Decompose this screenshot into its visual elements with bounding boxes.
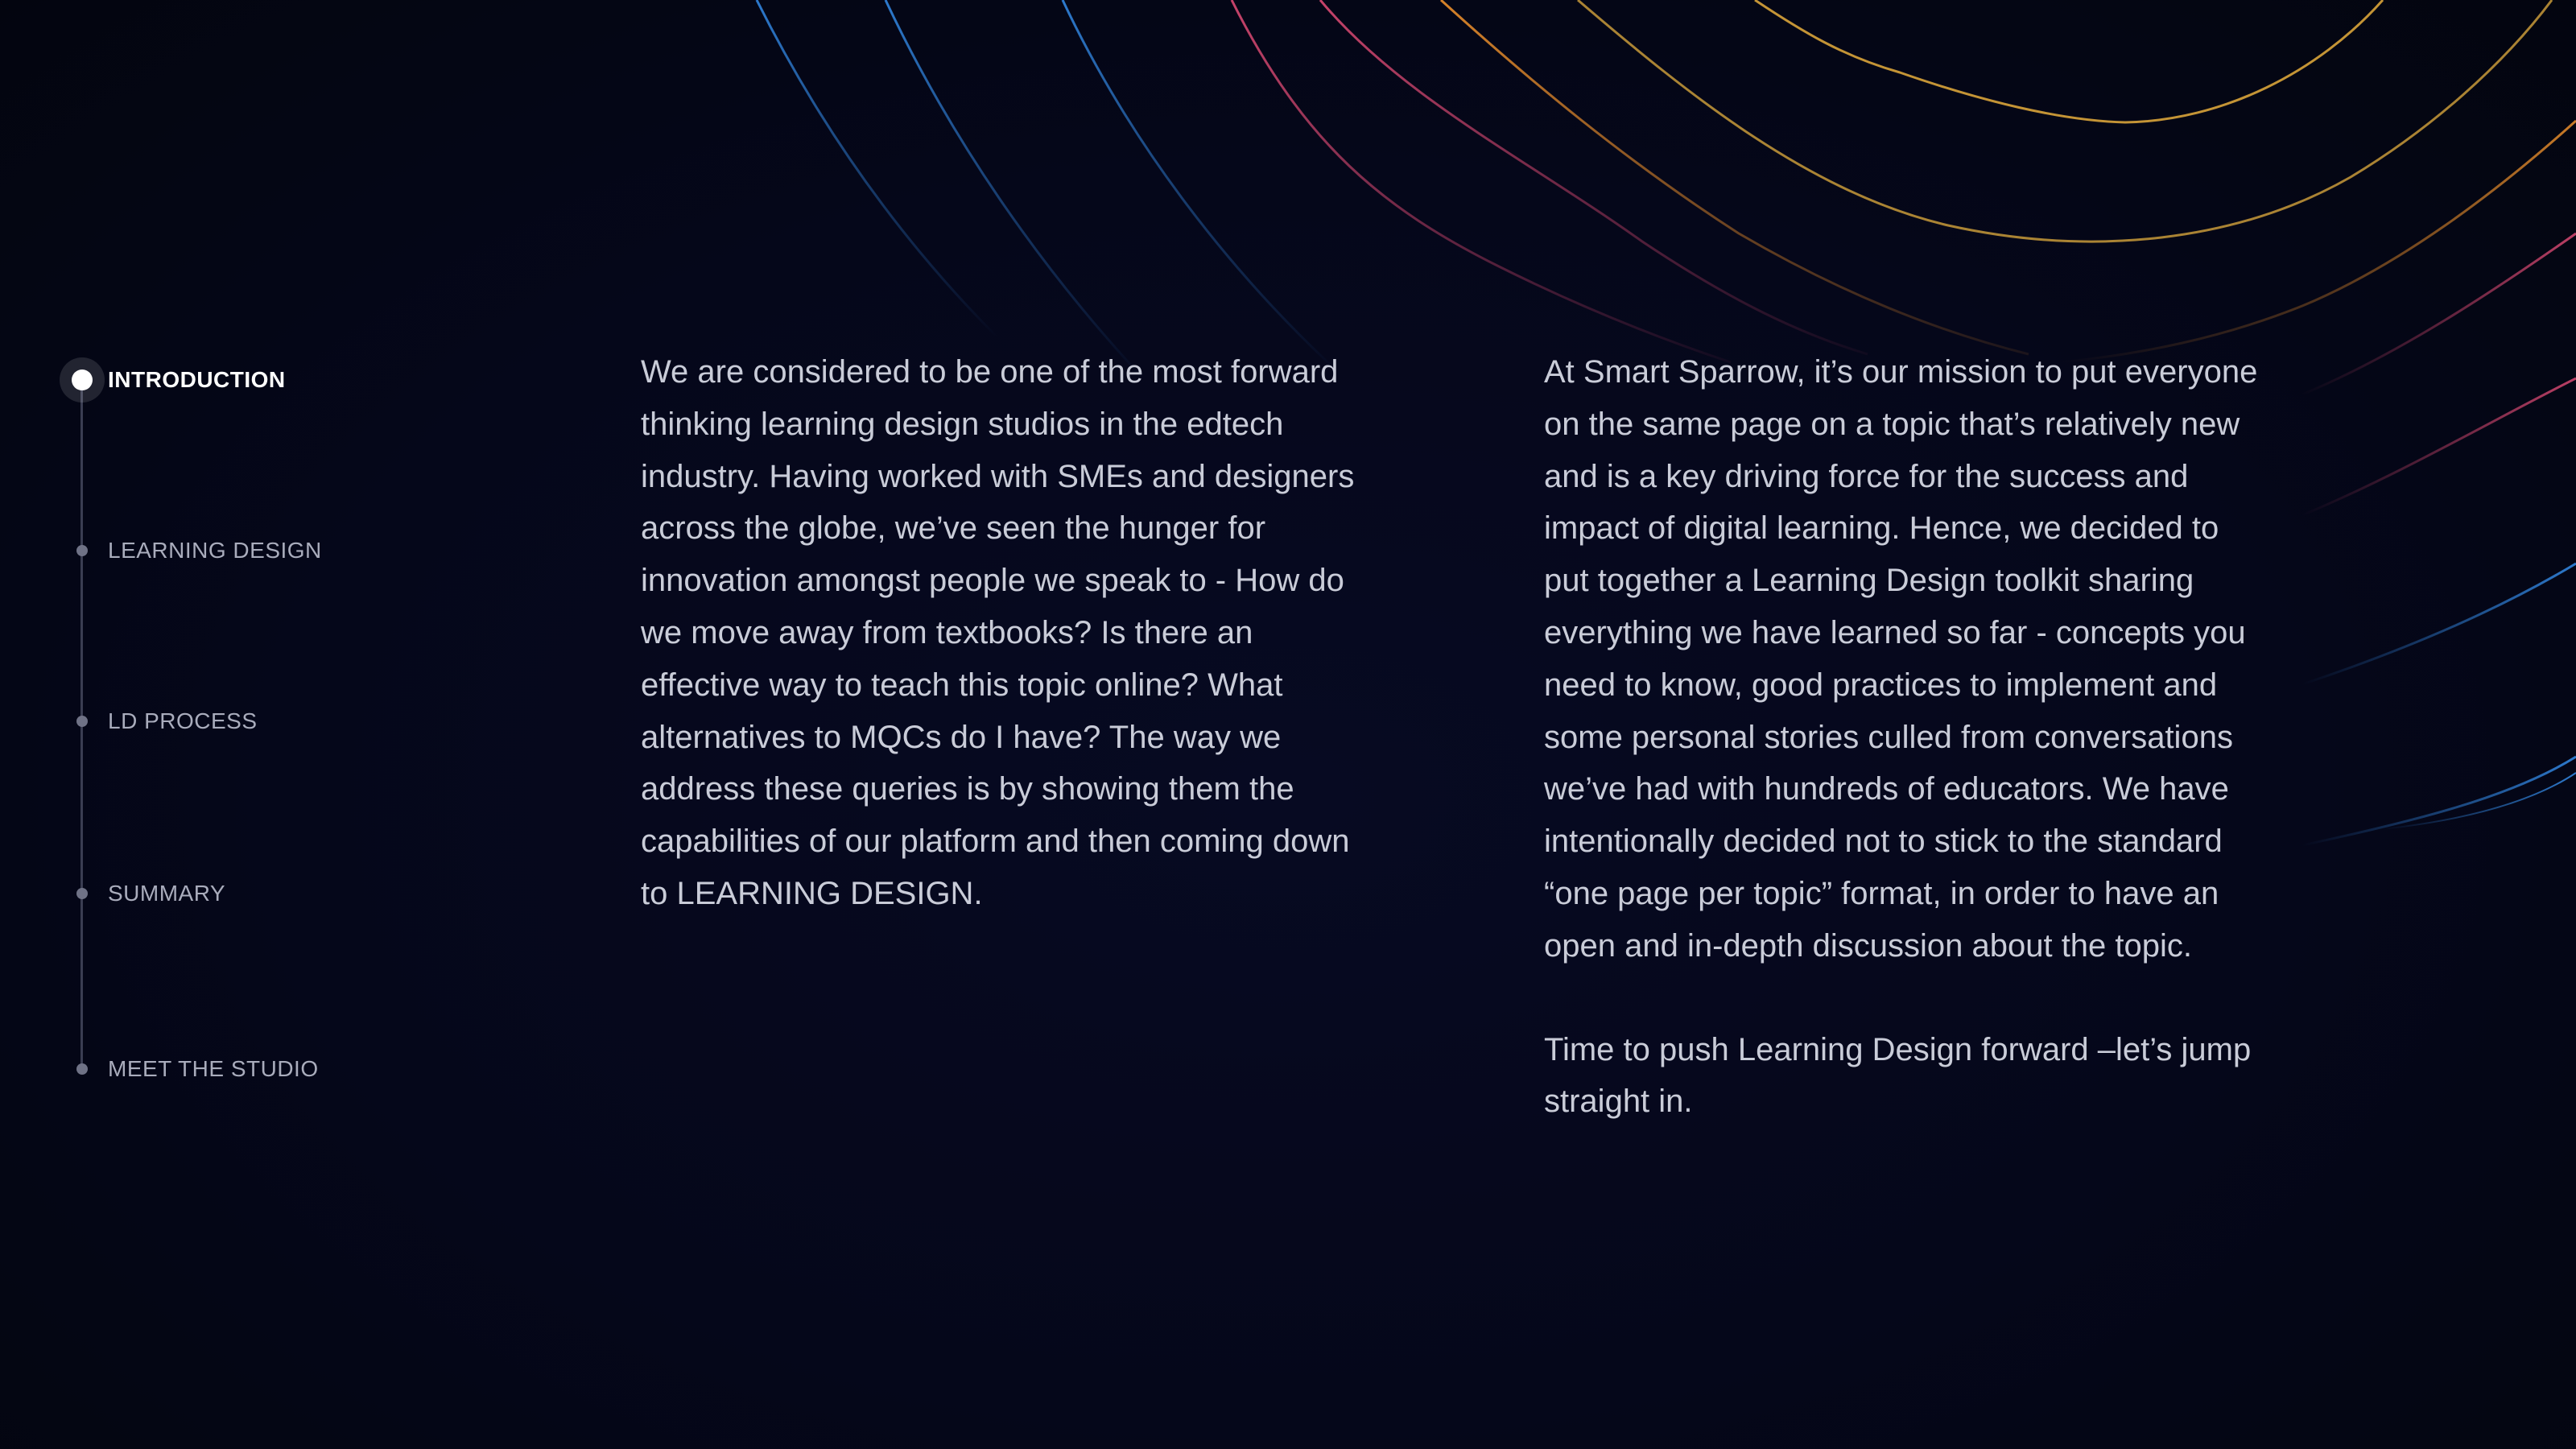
intro-right-column xyxy=(1544,346,2268,1179)
nav-dot-active-icon xyxy=(72,369,93,390)
nav-label-summary: SUMMARY xyxy=(108,881,226,906)
section-navigation xyxy=(60,354,398,1079)
intro-paragraph-left: We are considered to be one of the most forward thinking learning design studios in the edtech industry. Having worked with SMEs and designers across the globe, we’ve seen the hunger for innovation amongst people we speak to - How do we move away from textbooks? Is there an effective way to teach this topic online? What alternatives to MQCs do I have? The way we address these queries is by showing them the capabilities of our platform and then coming down to LEARNING DESIGN. xyxy=(641,354,1355,911)
nav-label-introduction: INTRODUCTION xyxy=(108,367,286,392)
nav-label-meet-the-studio: MEET THE STUDIO xyxy=(108,1056,319,1081)
nav-dot-wrap xyxy=(60,871,105,916)
intro-left-column xyxy=(641,346,1365,972)
nav-dot-wrap xyxy=(60,699,105,744)
nav-item-summary[interactable] xyxy=(60,868,225,919)
nav-dot-icon xyxy=(76,1063,88,1075)
nav-dot-icon xyxy=(76,888,88,899)
nav-dot-icon xyxy=(76,545,88,556)
nav-item-learning-design[interactable] xyxy=(60,525,322,576)
intro-paragraph-mission: At Smart Sparrow, it’s our mission to put everyone on the same page on a topic that’s relatively new and is a key driving force for the success and impact of digital learning. Hence, we decided to put together a Learning Design toolkit sharing everything we have learned so far - concepts you need to know, good practices to implement and some personal stories culled from conversations we’ve had with hundreds of educators. We have intentionally decided not to stick to the standard “one page per topic” format, in order to have an open and in-depth discussion about the topic. xyxy=(1544,354,2258,964)
nav-label-ld-process: LD PROCESS xyxy=(108,708,258,733)
intro-paragraph-cta: Time to push Learning Design forward –let’s jump straight in. xyxy=(1544,1031,2252,1120)
nav-dot-halo xyxy=(60,357,105,402)
nav-dot-icon xyxy=(76,716,88,727)
nav-item-meet-the-studio[interactable] xyxy=(60,1043,319,1095)
nav-dot-wrap xyxy=(60,1046,105,1092)
nav-item-introduction[interactable] xyxy=(60,354,286,406)
nav-label-learning-design: LEARNING DESIGN xyxy=(108,538,322,563)
nav-dot-wrap xyxy=(60,528,105,573)
nav-item-ld-process[interactable] xyxy=(60,696,258,747)
